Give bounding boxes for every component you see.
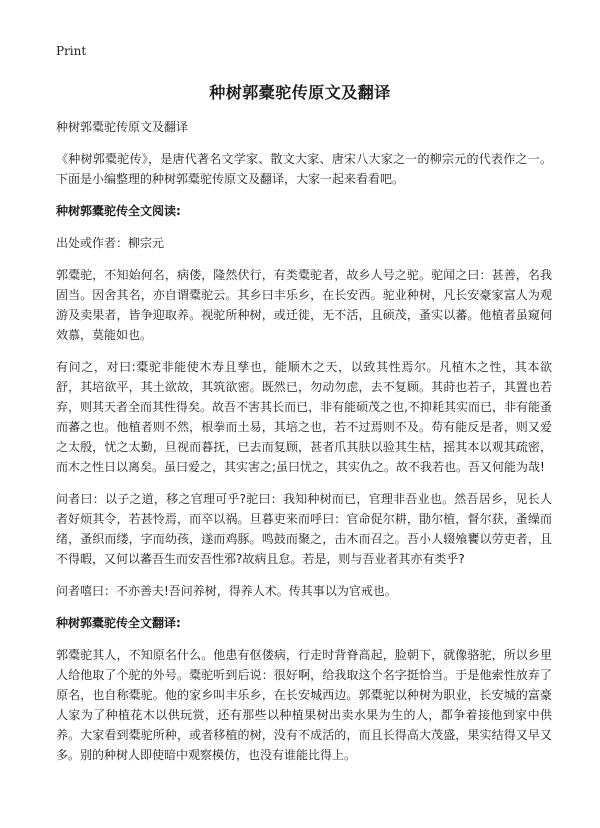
original-paragraph-3: 问者曰：以子之道，移之官理可乎?驼曰：我知种树而已，官理非吾业也。然吾居乡，见长人者好烦其令，若甚怜焉，而卒以祸。旦暮吏来而呼曰：官命促尔耕，勖尔植，督尔获，蚤缲而绪，蚤织而缕，字而幼孩，遂而鸡豚。鸣鼓而聚之，击木而召之。吾小人辍飧饔以劳吏者，且不得暇，又何以蕃吾生而安吾性邪?故病且怠。若是，则与吾业者其亦有类乎? xyxy=(56,492,552,566)
original-paragraph-1: 郭橐驼，不知始何名，病偻，隆然伏行，有类橐驼者，故乡人号之驼。驼闻之曰：甚善，名我固当。因舍其名，亦自谓橐驼云。其乡曰丰乐乡，在长安西。驼业种树，凡长安豪家富人为观游及卖果者，皆争迎取养。视驼所种树，或迁徙，无不活，且硕茂，蚤实以蕃。他植者虽窥伺效慕，莫能如也。 xyxy=(56,268,552,342)
section-heading-translation: 种树郭橐驼传全文翻译: xyxy=(56,616,181,630)
original-paragraph-2: 有问之，对曰:橐驼非能使木寿且孳也，能顺木之天，以致其性焉尔。凡植木之性，其本欲舒，其培欲平，其土欲故，其筑欲密。既然已，勿动勿虑，去不复顾。其莳也若子，其置也若弃，则其天者全而其性得矣。故吾不害其长而已，非有能硕茂之也,不抑耗其实而已，非有能蚤而蕃之也。他植者则不然，根拳而土易，其培之也，若不过焉则不及。苟有能反是者，则又爱之太殷，忧之太勤，旦视而暮抚，已去而复顾，甚者爪其肤以验其生枯，摇其本以观其疏密，而木之性日以离矣。虽曰爱之，其实害之;虽曰忧之，其实仇之。故不我若也。吾又何能为哉! xyxy=(56,360,552,474)
article-body xyxy=(56,117,552,777)
intro-paragraph: 《种树郭橐驼传》，是唐代著名文学家、散文大家、唐宋八大家之一的柳宗元的代表作之一。下面是小编整理的种树郭橐驼传原文及翻译，大家一起来看看吧。 xyxy=(56,152,552,186)
section-heading-original: 种树郭橐驼传全文阅读: xyxy=(56,204,181,218)
original-paragraph-4: 问者嘻曰：不亦善夫!吾问养树，得养人术。传其事以为官戒也。 xyxy=(56,584,397,598)
page-title: 种树郭橐驼传原文及翻译 xyxy=(209,83,391,102)
article-subtitle: 种树郭橐驼传原文及翻译 xyxy=(56,120,189,134)
author-line: 出处或作者：柳宗元 xyxy=(56,236,165,250)
translation-paragraph-1: 郭橐驼其人，不知原名什么。他患有伛偻病，行走时背脊高起，脸朝下，就像骆驼，所以乡里人给他取了个驼的外号。橐驼听到后说：很好啊，给我取这个名字挺恰当。于是他索性放弃了原名，也自称橐驼。他的家乡叫丰乐乡，在长安城西边。郭橐驼以种树为职业，长安城的富豪人家为了种植花木以供玩赏，还有那些以种植果树出卖水果为生的人，都争着接他到家中供养。大家看到橐驼所种，或者移植的树，没有不成活的，而且长得高大茂盛，果实结得又早又多。别的种树人即使暗中观察模仿，也没有谁能比得上。 xyxy=(56,648,552,762)
print-link[interactable]: Print xyxy=(56,44,87,58)
